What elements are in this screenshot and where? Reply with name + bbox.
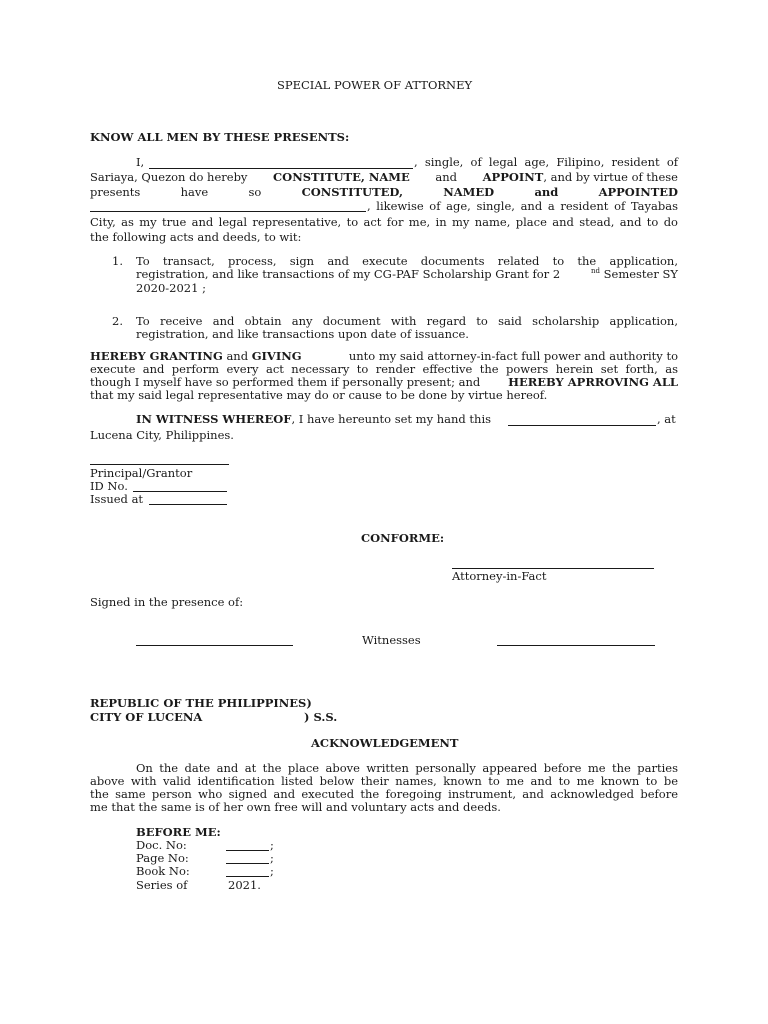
witness-bold: IN WITNESS WHEREOF <box>136 412 292 426</box>
series-of-label: Series of <box>136 878 188 892</box>
item1-line1: To transact, process, sign and execute documents related to the application, <box>136 254 678 268</box>
ack-line2: above with valid identification listed below their names, known to me and to me known to be <box>90 774 678 788</box>
hereby-granting: HEREBY GRANTING <box>90 349 223 363</box>
attorney-name-blank <box>90 211 366 212</box>
p1-and2: and <box>534 185 559 199</box>
granting-line2: execute and perform every act necessary to render effective the powers herein set forth, as <box>90 362 678 376</box>
item1-text <box>136 255 678 295</box>
p1-line2 <box>90 171 678 184</box>
p1-line1-rest: , single, of legal age, Filipino, resident of <box>414 155 678 169</box>
ss-label: ) S.S. <box>304 710 338 724</box>
witness-a: , I have hereunto set my hand this <box>291 412 492 426</box>
item2-line1: To receive and obtain any document with regard to said scholarship application, <box>136 314 678 328</box>
series-year: 2021. <box>228 878 261 892</box>
p1-appoint: APPOINT <box>482 170 544 184</box>
granting-l3a: though I myself have so performed them if personally present; and <box>90 375 481 389</box>
principal-label: Principal/Grantor <box>90 466 193 480</box>
p1-i: I, <box>136 155 145 169</box>
p1-sariaya: Sariaya, Quezon do hereby <box>90 170 248 184</box>
p1-so: so <box>248 185 262 199</box>
granting-a: unto my said attorney-in-fact full power and authority to <box>348 349 678 363</box>
doc-no-label: Doc. No: <box>136 838 187 852</box>
granting-and: and <box>226 349 249 363</box>
signed-presence: Signed in the presence of: <box>90 595 244 609</box>
witness2-line <box>497 645 655 646</box>
page-no-semicolon: ; <box>270 851 274 865</box>
ack-line4: me that the same is of her own free will and voluntary acts and deeds. <box>90 800 501 814</box>
item1-line2b: Semester SY <box>599 267 678 282</box>
item1-line2a: registration, and like transactions of my CG-PAF Scholarship Grant for 2 <box>136 267 561 282</box>
before-me-heading: BEFORE ME: <box>136 825 221 839</box>
item1-line3: 2020-2021 ; <box>136 280 206 295</box>
know-all-heading: KNOW ALL MEN BY THESE PRESENTS: <box>90 130 350 144</box>
p1-constitute-name: CONSTITUTE, NAME <box>273 170 410 184</box>
p1-have: have <box>180 185 209 199</box>
item1-line2-sup-wrap <box>591 268 678 281</box>
name-blank <box>149 168 413 169</box>
giving: GIVING <box>251 349 302 363</box>
id-no-blank <box>133 491 227 492</box>
doc-no-semicolon: ; <box>270 838 274 852</box>
page-no-blank <box>226 863 269 864</box>
ack-line3: the same person who signed and executed the foregoing instrument, and acknowledged before <box>90 787 678 801</box>
item1-line2 <box>136 268 678 281</box>
city-heading: CITY OF LUCENA <box>90 710 203 724</box>
p1-and1: and <box>435 170 458 184</box>
item1-sup: nd <box>590 267 600 276</box>
p1-line5: City, as my true and legal representative, to act for me, in my name, place and stead, and to do <box>90 215 678 229</box>
item1-number: 1. <box>112 254 123 268</box>
issued-at-label: Issued at <box>90 492 144 506</box>
republic-heading: REPUBLIC OF THE PHILIPPINES) <box>90 696 312 710</box>
document-title: SPECIAL POWER OF ATTORNEY <box>277 78 473 92</box>
witness-line2: Lucena City, Philippines. <box>90 428 234 442</box>
p1-constituted: CONSTITUTED, <box>301 185 403 199</box>
list-item-1 <box>112 254 678 295</box>
conforme-heading: CONFORME: <box>361 531 445 545</box>
id-no-label: ID No. <box>90 479 128 493</box>
item2-text <box>136 315 678 342</box>
principal-signature-line <box>90 464 229 465</box>
attorney-in-fact-label: Attorney-in-Fact <box>452 569 547 583</box>
p1-appoint-wrap <box>483 171 678 184</box>
witness-at: , at <box>657 412 676 426</box>
doc-no-blank <box>226 850 269 851</box>
granting-line4: that my said legal representative may do or cause to be done by virtue hereof. <box>90 388 548 402</box>
page-no-label: Page No: <box>136 851 189 865</box>
ack-line1: On the date and at the place above written personally appeared before me the parties <box>136 761 678 775</box>
item2-line2: registration, and like transactions upon date of issuance. <box>136 327 469 342</box>
list-item-2 <box>112 314 678 342</box>
witness-line1 <box>136 413 491 426</box>
p1-virtue: , and by virtue of these <box>543 170 678 184</box>
witnesses-label: Witnesses <box>362 633 421 647</box>
p1-line6: the following acts and deeds, to wit: <box>90 230 302 244</box>
hereby-approving: HEREBY APRROVING ALL <box>508 375 678 389</box>
book-no-semicolon: ; <box>270 864 274 878</box>
issued-at-blank <box>149 504 227 505</box>
p1-appointed: APPOINTED <box>598 185 678 199</box>
p1-line3 <box>90 186 678 199</box>
date-blank <box>508 425 656 426</box>
book-no-label: Book No: <box>136 864 190 878</box>
p1-presents: presents <box>90 185 141 199</box>
p1-named: NAMED <box>443 185 495 199</box>
book-no-blank <box>226 876 269 877</box>
item2-number: 2. <box>112 314 123 328</box>
witness1-line <box>136 645 293 646</box>
p1-line4-rest: , likewise of age, single, and a resident of Tayabas <box>367 199 678 213</box>
acknowledgement-title: ACKNOWLEDGEMENT <box>311 736 459 750</box>
